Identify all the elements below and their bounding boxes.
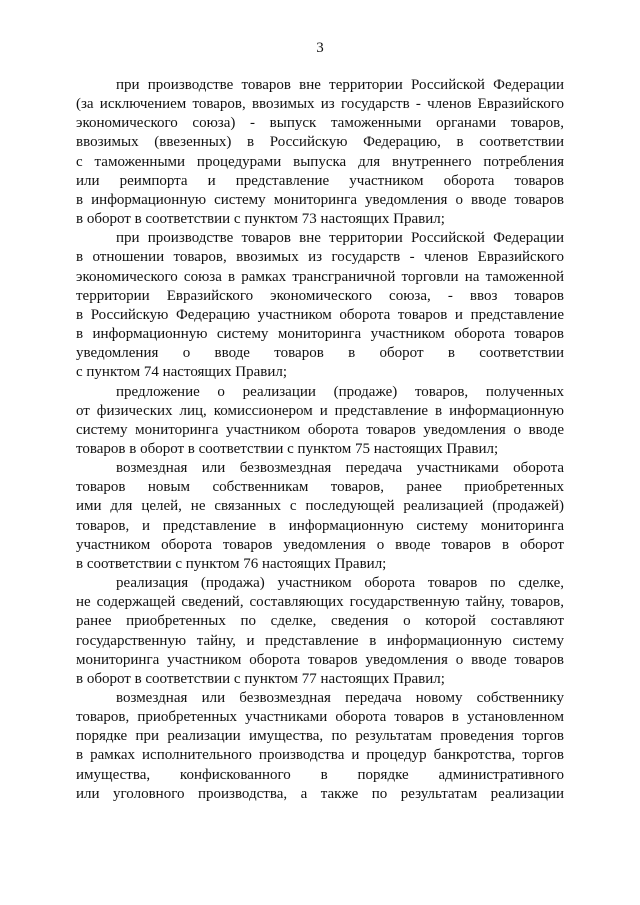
paragraph-line: государственную тайну, и представление в информационную систему [76,632,564,649]
paragraph-line: участником оборота товаров уведомления о вводе товаров в оборот [76,536,564,553]
paragraph-line: с таможенными процедурами выпуска для внутреннего потребления [76,153,564,170]
paragraph-line: возмездная или безвозмездная передача новому собственнику [116,690,564,706]
paragraph-line: экономического союза) - выпуск таможенными органами товаров, [76,115,564,132]
paragraph [76,574,564,689]
paragraph-line: не содержащей сведений, составляющих государственную тайну, товаров, [76,594,564,611]
paragraph-line: уведомления о вводе товаров в оборот в соответствии [76,345,564,362]
paragraph-line: ранее приобретенных по сделке, сведения о которой составляют [76,613,564,630]
paragraph-line: реализация (продажа) участником оборота товаров по сделке, [116,575,564,592]
paragraph-line: ввозимых (ввезенных) в Российскую Федерацию, в соответствии [76,134,564,151]
paragraph-line: или реимпорта и представление участником оборота товаров [76,172,564,189]
paragraph-line: в рамках исполнительного производства и процедур банкротства, торгов [76,747,564,764]
paragraph-line: товаров, и представление в информационную систему мониторинга [76,517,564,534]
paragraph-line: в информационную систему мониторинга уведомления о вводе товаров [76,191,564,208]
paragraph [76,229,564,382]
paragraph-line: в соответствии с пунктом 76 настоящих Правил; [76,555,387,572]
paragraph-line: с пунктом 74 настоящих Правил; [76,364,288,381]
paragraph-line: мониторинга участником оборота товаров уведомления о вводе товаров [76,651,564,668]
paragraph-line: ими для целей, не связанных с последующей реализацией (продажей) [76,498,564,515]
paragraph-line: или уголовного производства, а также по результатам реализации [76,785,564,802]
paragraph-line: при производстве товаров вне территории Российской Федерации [116,77,564,93]
paragraph-line: имущества, конфискованного в порядке административного [76,766,564,783]
paragraph-line: порядке при реализации имущества, по результатам проведения торгов [76,728,564,745]
paragraph-line: в оборот в соответствии с пунктом 73 настоящих Правил; [76,211,445,228]
paragraph-line: (за исключением товаров, ввозимых из государств - членов Евразийского [76,96,564,113]
paragraph [76,383,564,460]
paragraph-line: в отношении товаров, ввозимых из государств - членов Евразийского [76,249,564,266]
paragraph-line: территории Евразийского экономического союза, - ввоз товаров [76,287,564,304]
paragraph-line: в оборот в соответствии с пунктом 77 настоящих Правил; [76,670,445,687]
paragraph-line: от физических лиц, комиссионером и представление в информационную [76,402,564,419]
paragraph [76,689,564,804]
document-body [76,76,564,804]
paragraph-line: при производстве товаров вне территории Российской Федерации [116,230,564,247]
paragraph [76,76,564,229]
page-number: 3 [316,40,324,56]
paragraph [76,459,564,574]
paragraph-line: экономического союза в рамках трансграничной торговли на таможенной [76,268,564,285]
paragraph-line: товаров в оборот в соответствии с пунктом 75 настоящих Правил; [76,440,499,457]
paragraph-line: систему мониторинга участником оборота товаров уведомления о вводе [76,421,564,438]
paragraph-line: товаров новым собственникам товаров, ранее приобретенных [76,479,564,496]
paragraph-line: предложение о реализации (продаже) товаров, полученных [116,383,564,400]
paragraph-line: в информационную систему мониторинга участником оборота товаров [76,326,564,343]
paragraph-line: возмездная или безвозмездная передача участниками оборота [116,460,564,477]
paragraph-line: товаров, приобретенных участниками оборота товаров в установленном [76,709,564,726]
paragraph-line: в Российскую Федерацию участником оборота товаров и представление [76,306,564,323]
